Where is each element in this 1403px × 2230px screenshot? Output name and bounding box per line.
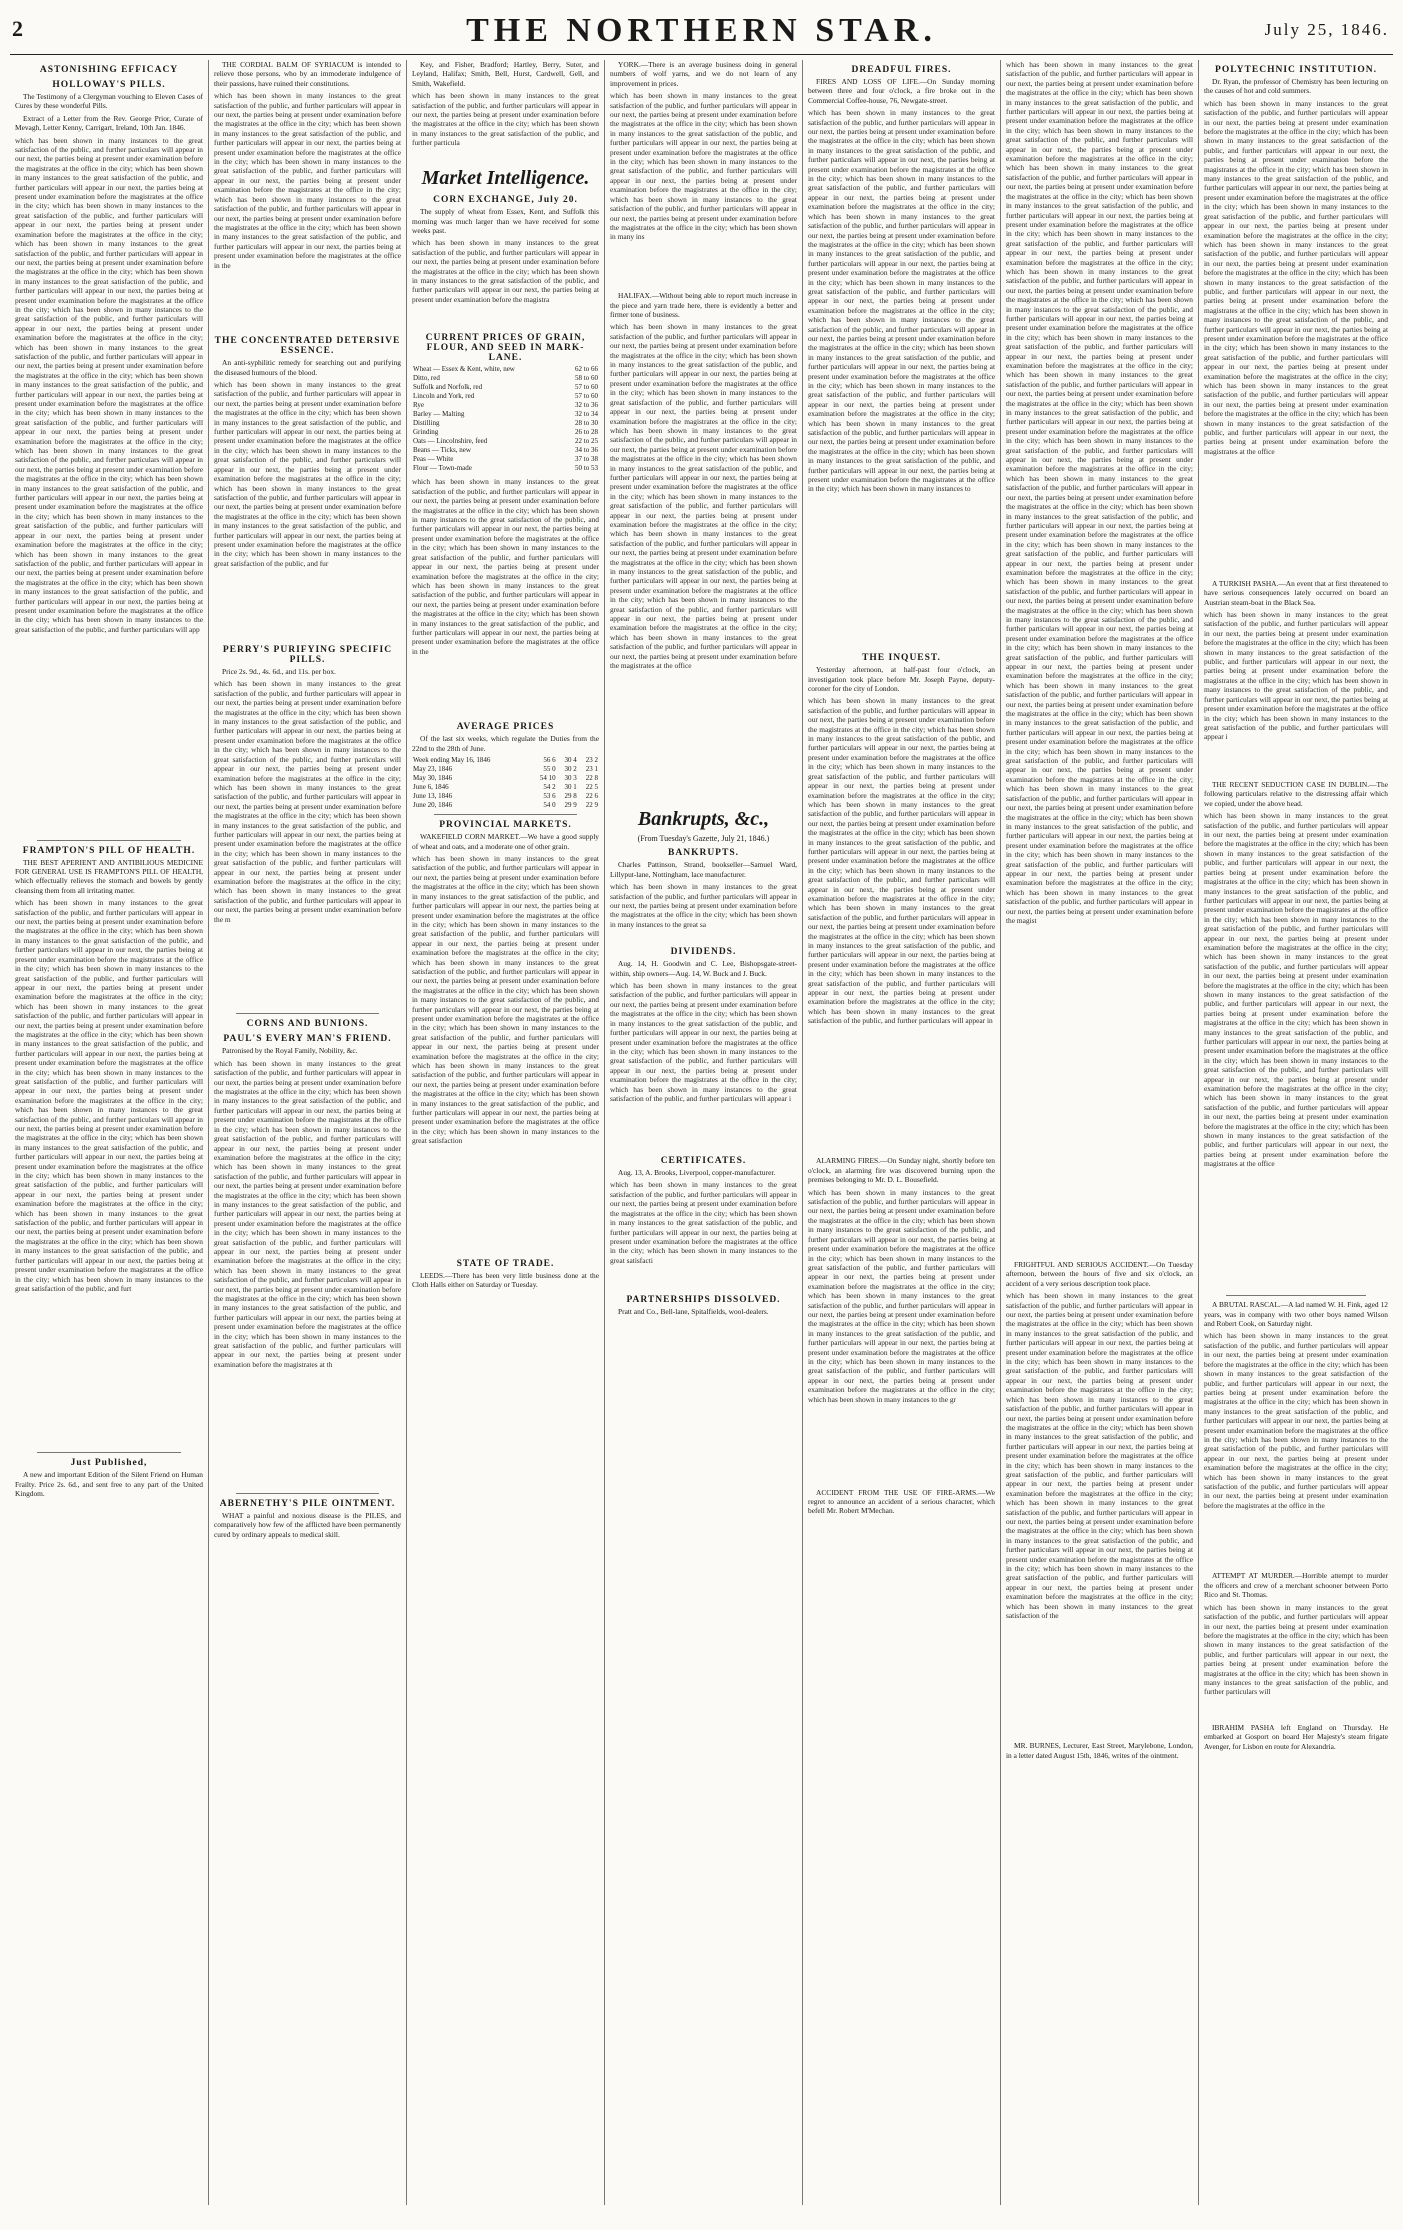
table-cell: 29 8 — [564, 792, 577, 801]
bankrupts-heading: Bankrupts, &c., — [637, 808, 770, 831]
article-text: Price 2s. 9d., 4s. 6d., and 11s. per box. — [222, 667, 336, 677]
article-text: ALARMING FIRES.—On Sunday night, shortly before ten o'clock, an alarming fire was discovered burning upon the premises belonging to Mr. D. L. Bousefield. — [808, 1156, 995, 1185]
average-price-row — [412, 756, 599, 765]
heading-average-prices: AVERAGE PRICES — [456, 722, 555, 733]
table-cell: 53 6 — [543, 792, 556, 801]
article-text: THE CORDIAL BALM OF SYRIACUM is intended to relieve those persons, who by an immoderate indulgence of their passions, have ruined their constitutions. — [214, 60, 401, 88]
heading-frampton: FRAMPTON'S PILL OF HEALTH. — [22, 845, 196, 856]
average-price-row — [412, 792, 599, 801]
table-cell: Flour — Town-made — [413, 464, 472, 473]
heading-certificates: CERTIFICATES. — [660, 1156, 747, 1167]
heading-efficacy: ASTONISHING EFFICACY — [39, 65, 179, 75]
column-2 — [208, 60, 406, 2205]
article-text: Extract of a Letter from the Rev. George Prior, Curate of Mevagh, Letter Kenny, Carrigart, Ireland, 10th Jan. 1846. — [15, 113, 203, 133]
body-text-block: which has been shown in many instances to the great satisfaction of the public, and further particulars will appear in our next, the parties being at present under examination before the magistrates at the office in the city; which has been shown in many instances to the great satisfaction of the public, and further particulars will appear in our next, the parties being at present under examination before the magistrates at the office in the city; which has been shown in many instances to the great satisfaction of the public, and further particulars will appear in our next, the parties being at present under examination before the magistrates at the office in the city; which has been shown in many instances to the great satisfaction of the public, and further particulars will appear in our next, the parties being at present under examination before the magistrates at the office in the city; which has been shown in many ins — [610, 91, 797, 242]
heading-just-published: Just Published, — [70, 1458, 148, 1469]
heading-dreadful-fires: DREADFUL FIRES. — [851, 65, 952, 75]
heading-detersive-essence: THE CONCENTRATED DETERSIVE ESSENCE. — [214, 336, 401, 357]
table-cell: May 30, 1846 — [413, 774, 453, 783]
table-cell: 22 5 — [585, 783, 598, 792]
grain-price-row — [412, 464, 599, 473]
table-cell: 29 9 — [564, 801, 577, 810]
grain-prices-table — [412, 365, 599, 473]
grain-price-row — [412, 455, 599, 464]
table-cell: Wheat — Essex & Kent, white, new — [413, 365, 515, 374]
body-text-block: which has been shown in many instances to the great satisfaction of the public, and further particulars will appear in our next, the parties being at present under examination before the magistrates at the office in the city; which has been shown in many instances to the great satisfaction of the public, and further particulars will appear in our next, the parties being at present under examination before the magistrates at the office in the city; which has been shown in many instances to the great satisfaction of the public, and further particulars will appear in our next, the parties being at present under examination before the magistrates at the office in the city; which has been shown in many instances to the great satisfaction of the public, and further particulars will appear in our next, the parties being at present under examination before the magistrates at the office in the city; which has been shown in many instances to the great satisfaction of the public, and further particulars will appear in our next, the parties being at present under examination before the magistrates at the office in the — [1204, 1331, 1388, 1510]
table-cell: 23 1 — [585, 765, 598, 774]
table-cell: 62 to 66 — [575, 365, 598, 374]
body-text-block: which has been shown in many instances to the great satisfaction of the public, and further particulars will appear in our next, the parties being at present under examination before the magistrates at the office in the city; which has been shown in many instances to the great satisfaction of the public, and further particulars will appear in our next, the parties being at present under examination before the magistrates at the office in the city; which has been shown in many instances to the great satisfaction of the public, and further particulars will appear in our next, the parties being at present under examination before the magistrates at the office in the city; which has been shown in many instances to the great satisfaction of the public, and further particulars will appear in our next, the parties being at present under examination before the magistrates at the office in the city; which has been shown in many instances to the great satisfaction of the public, and further particulars will appear in our next, the parties being at present under examination before the magistrates at the office in the city; which has been shown in many instances to the great satisfaction of the public, and fur — [214, 380, 401, 568]
table-cell: 22 to 25 — [575, 437, 598, 446]
body-text-block: which has been shown in many instances to the great satisfaction of the public, and further particulars will appear in our next, the parties being at present under examination before the magistrates at the office in the city; which has been shown in many instances to the great satisfaction of the public, and further particulars will appear in our next, the parties being at present under examination before the magistrates at the office in the city; which has been shown in many instances to the great satisfaction of the public, and further particulars will appear in our next, the parties being at present under examination before the magistrates at the office in the city; which has been shown in many instances to the great satisfaction of the public, and further particulars will appear in our next, the parties being at present under examination before the magistrates at the office in the city; which has been shown in many instances to the great satisfaction of the public, and further particulars will appear in our next, the parties being at present under examination before the magistrates at the office in the city; which has been shown in many instances to the great satisfaction of the public, and further particulars will appear in our next, the parties being at present under examination before the magistrates at the office in the city; which has been shown in many instances to the great satisfaction of the public, and further particulars will appear in our next, the parties being at present under examination before the magistrates at the office in the city; which has been shown in many instances to the great satisfaction of the public, and further particulars will appear in our next, the parties being at present under examination before the magistrates at the office in the city; which has been shown in many instances to the great satisfaction of the public, and further particulars will appear in our next, the parties being at present under examination before the magistrates at the office in the city; which has been shown in many instances to the great satisfaction of the public, and further particulars will appear in our next, the parties being at present under examination before the magistrates at the office — [1204, 811, 1388, 1169]
grain-price-row — [412, 446, 599, 455]
article-text: Patronised by the Royal Family, Nobility, &c. — [222, 1046, 358, 1056]
table-cell: Grinding — [413, 428, 439, 437]
table-cell: June 6, 1846 — [413, 783, 449, 792]
article-text: Charles Pattinson, Strand, bookseller—Samuel Ward, Lillyput-lane, Nottingham, lace manufacturer. — [610, 860, 797, 879]
heading-abernethy: ABERNETHY'S PILE OINTMENT. — [219, 1498, 396, 1509]
divider — [236, 1013, 379, 1014]
table-cell: Week ending May 16, 1846 — [413, 756, 491, 765]
table-cell: 50 to 53 — [575, 464, 598, 473]
issue-date: July 25, 1846. — [1264, 20, 1389, 39]
table-cell: Distilling — [413, 419, 440, 428]
body-text-block: which has been shown in many instances to the great satisfaction of the public, and further particulars will appear in our next, the parties being at present under examination before the magistrates at the office in the city; which has been shown in many instances to the great satisfaction of the public, and further particulars will appear in our next, the parties being at present under examination before the magistrates at the office in the city; which has been shown in many instances to the great satisfaction of the public, and further particulars will appear in our next, the parties being at present under examination before the magistrates at the office in the city; which has been shown in many instances to the great satisfaction of the public, and further particulars will appear in our next, the parties being at present under examination before the magistrates at the office in the city; which has been shown in many instances to the great satisfaction of the public, and further particulars will appear in our next, the parties being at present under examination before the magistrates at the office in the city; which has been shown in many instances to the great satisfaction of the public, and further particulars will appear in our next, the parties being at present under examination before the magistrates at the office in the city; which has been shown in many instances to the great satisfaction of the public, and further particulars will appear in our next, the parties being at present under examination before the magistrates at the office in the city; which has been shown in many instances to the great satisfaction of the public, and further particulars will appear in our next, the parties being at present under examination before the magistrates at the office in the city; which has been shown in many instances to the great satisfaction — [412, 854, 599, 1146]
table-cell: 37 to 38 — [575, 455, 598, 464]
table-cell: Oats — Lincolnshire, feed — [413, 437, 488, 446]
divider — [1226, 1295, 1366, 1296]
grain-price-row — [412, 374, 599, 383]
article-text: YORK.—There is an average business doing in general numbers of wolf yarns, and we do not learn of any improvement in prices. — [610, 60, 797, 88]
average-price-row — [412, 801, 599, 810]
article-text: A new and important Edition of the Silent Friend on Human Frailty. Price 2s. 6d., and sent free to any part of the United Kingdom. — [15, 1470, 203, 1499]
grain-price-row — [412, 392, 599, 401]
article-text: MR. BURNES, Lecturer, East Street, Marylebone, London, in a letter dated August 15th, 1846, writes of the ointment. — [1006, 1741, 1193, 1760]
body-text-block: which has been shown in many instances to the great satisfaction of the public, and further particulars will appear in our next, the parties being at present under examination before the magistrates at the office in the city; which has been shown in many instances to the great satisfaction of the public, and further particulars will appear in our next, the parties being at present under examination before the magistrates at the office in the city; which has been shown in many instances to the great satisfaction of the public, and further particulars will appear in our next, the parties being at present under examination before the magistrates at the office in the city; which has been shown in many instances to the great satisfaction of the public, and further particulars will appear i — [1204, 610, 1388, 742]
article-text: LEEDS.—There has been very little business done at the Cloth Halls either on Saturday or Tuesday. — [412, 1271, 599, 1290]
heading-perry-pills: PERRY'S PURIFYING SPECIFIC PILLS. — [222, 645, 393, 666]
table-cell: 58 to 60 — [575, 374, 598, 383]
heading-corn-exchange: CORN EXCHANGE, July 20. — [433, 195, 578, 206]
body-text-block: which has been shown in many instances to the great satisfaction of the public, and further particulars will appear in our next, the parties being at present under examination before the magistrates at the office in the city; which has been shown in many instances to the great satisfaction of the public, and further particulars will appear in our next, the parties being at present under examination before the magistrates at the office in the city; which has been shown in many instances to the great satisfaction of the public, and further particulars will appear in our next, the parties being at present under examination before the magistrates at the office in the city; which has been shown in many instances to the great satisfaction of the public, and further particulars will appear in our next, the parties being at present under examination before the magistrates at the office in the city; which has been shown in many instances to the great satisfaction of the public, and further particulars will appear in our next, the parties being at present under examination before the magistrates at the office in the city; which has been shown in many instances to the great satisfaction of the public, and further particulars will appear in our next, the parties being at present under examination before the magistrates at the office in the city; which has been shown in many instances to the great satisfaction of the public, and further particulars will appear in our next, the parties being at present under examination before the magistrates at the office in the city; which has been shown in many instances to the great satisfaction of the public, and further particulars will appear in our next, the parties being at present under examination before the magistrates at the office in the city; which has been shown in many instances to the great satisfaction of the public, and further particulars will appear in our next, the parties being at present under examination before the magistrates at the office in the city; which has been shown in many instances to the great satisfaction of the public, and further particulars will appear in our next, the parties being at present under examination before the magistrates at the office in the city; which has been shown in many instances to the great satisfaction of the public, and further particulars will appear in our next, the parties being at present under examination before the magistrates at the office in the city; which has been shown in many instances to — [808, 108, 995, 494]
heading-pauls-friend: PAUL'S EVERY MAN'S FRIEND. — [223, 1034, 392, 1045]
table-cell: 55 0 — [543, 765, 556, 774]
body-text-block: which has been shown in many instances to the great satisfaction of the public, and further particulars will appear in our next, the parties being at present under examination before the magistrates at the office in the city; which has been shown in many instances to the great satisfaction of the public, and further particulars will appear in our next, the parties being at present under examination before the magistrates at the office in the city; which has been shown in many instances to the great satisfaction of the public, and further particulars will appear in our next, the parties being at present under examination before the magistrates at the office in the city; which has been shown in many instances to the great satisfaction of the public, and further particulars will appear in our next, the parties being at present under examination before the magistrates at the office in the city; which has been shown in many instances to the great satisfaction of the public, and further particulars will appear in our next, the parties being at present under examination before the magistrates at the office in the city; which has been shown in many instances to the great satisfaction of the public, and further particulars will appear in our next, the parties being at present under examination before the magistrates at the office in the city; which has been shown in many instances to the gr — [808, 1187, 995, 1404]
divider — [37, 1452, 181, 1453]
body-text-block: which has been shown in many instances to the great satisfaction of the public, and further particulars will appear in our next, the parties being at present under examination before the magistrates at the office in the city; which has been shown in many instances to the great satisfaction of the public, and further particulars will appear in our next, the parties being at present under examination before the magistrates at the office in the city; which has been shown in many instances to the great satisfaction of the public, and further particulars will appear in our next, the parties being at present under examination before the magistrates at the office in the city; which has been shown in many instances to the great satisfaction of the public, and further particulars will appear in our next, the parties being at present under examination before the magistrates at the office in the city; which has been shown in many instances to the great satisfaction of the public, and further particulars will appear in our next, the parties being at present under examination before the magistrates at the office in the city; which has been shown in many instances to the great satisfaction of the public, and further particulars will appear in our next, the parties being at present under examination before the magistrates at the office in the city; which has been shown in many instances to the great satisfaction of the public, and further particulars will appear in our next, the parties being at present under examination before the m — [214, 679, 401, 924]
heading-bankrupts: BANKRUPTS. — [668, 848, 739, 859]
table-cell: 22 8 — [585, 774, 598, 783]
article-text: Dr. Ryan, the professor of Chemistry has been lecturing on the causes of hot and cold summers. — [1204, 77, 1388, 96]
article-text: The Testimony of a Clergyman vouching to Eleven Cases of Cures by these wonderful Pills. — [15, 92, 203, 111]
heading-state-of-trade: STATE OF TRADE. — [456, 1259, 555, 1270]
heading-partnerships: PARTNERSHIPS DISSOLVED. — [626, 1295, 781, 1306]
table-cell: Rye — [413, 401, 424, 410]
article-text: HALIFAX.—Without being able to report much increase in the piece and yarn trade here, there is evidently a better and firmer tone of business. — [610, 291, 797, 320]
table-cell: 54 2 — [543, 783, 556, 792]
article-text: Yesterday afternoon, at half-past four o'clock, an investigation took place before Mr. Joseph Payne, deputy-coroner for the city of London. — [808, 665, 995, 694]
article-text: A TURKISH PASHA.—An event that at first threatened to have serious consequences lately occurred on board an Austrian steam-boat in the Black Sea. — [1204, 578, 1388, 607]
divider — [236, 1493, 379, 1494]
table-cell: Beans — Ticks, new — [413, 446, 471, 455]
grain-price-row — [412, 401, 599, 410]
newspaper-page — [10, 10, 1393, 2210]
body-text-block: which has been shown in many instances to the great satisfaction of the public, and further particulars will appear in our next, the parties being at present under examination before the magistrates at the office in the city; which has been shown in many instances to the great satisfaction of the public, and further particulars will appear in our next, the parties being at present under examination before the magistrates at the office in the city; which has been shown in many instances to the great satisfaction of the public, and further particulars will appear in our next, the parties being at present under examination before the magistrates at the office in the city; which has been shown in many instances to the great satisfaction of the public, and further particulars will appear in our next, the parties being at present under examination before the magistrates at the office in the city; which has been shown in many instances to the great satisfaction of the public, and further particulars will appear in our next, the parties being at present under examination before the magistrates at the office in the city; which has been shown in many instances to the great satisfaction of the public, and further particulars will appear in our next, the parties being at present under examination before the magistrates at the office in the city; which has been shown in many instances to the great satisfaction of the public, and further particulars will appear in our next, the parties being at present under examination before the magistrates at the office in the city; which has been shown in many instances to the great satisfaction of the public, and further particulars will appear in our next, the parties being at present under examination before the magistrates at the office in the city; which has been shown in many instances to the great satisfaction of the public, and further particulars will appear in our next, the parties being at present under examination before the magistrates at the office in the city; which has been shown in many instances to the great satisfaction of the public, and further particulars will appear in our next, the parties being at present under examination before the magistrates at the office — [610, 322, 797, 671]
table-cell: Lincoln and York, red — [413, 392, 475, 401]
article-text: WHAT a painful and noxious disease is the PILES, and comparatively how few of the afflicted have been permanently cured by ordinary appeals to medical skill. — [214, 1510, 401, 1539]
body-text-block: which has been shown in many instances to the great satisfaction of the public, and further particulars will appear in our next, the parties being at present under examination before the magistrates at the office in the city; which has been shown in many instances to the great satisfaction of the public, and further particulars will appear in our next, the parties being at present under examination before the magistrates at the office in the city; which has been shown in many instances to the great satisfaction of the public, and further particulars will appear in our next, the parties being at present under examination before the magistrates at the office in the city; which has been shown in many instances to the great satisfaction of the public, and further particulars will appear in our next, the parties being at present under examination before the magistrates at the office in the city; which has been shown in many instances to the great satisfaction of the public, and further particulars will appear in our next, the parties being at present under examination before the magistrates at the office in the city; which has been shown in many instances to the great satisfaction of the public, and further particulars will appear in our next, the parties being at present under examination before the magistrates at the office in the city; which has been shown in many instances to the great satisfaction of the public, and further particulars will appear in our next, the parties being at present under examination before the magistrates at the office in the city; which has been shown in many instances to the great satisfaction of the public, and further particulars will appear in our next, the parties being at present under examination before the magistrates at the office in the city; which has been shown in many instances to the great satisfaction of the public, and further particulars will appear in our next, the parties being at present under examination before the magistrates at the office in the city; which has been shown in many instances to the great satisfaction of the — [1006, 1291, 1193, 1621]
body-text-block: which has been shown in many instances to the great satisfaction of the public, and further particulars will appear in our next, the parties being at present under examination before the magistrates at the office in the city; which has been shown in many instances to the great satisfaction of the public, and further particulars will appear in our next, the parties being at present under examination before the magistrates at the office in the city; which has been shown in many instances to the great satisfaction of the public, and further particulars will — [1204, 1602, 1388, 1697]
heading-current-prices: CURRENT PRICES OF GRAIN, FLOUR, AND SEED IN MARK-LANE. — [425, 333, 586, 364]
table-cell: 22 6 — [585, 792, 598, 801]
average-price-row — [412, 774, 599, 783]
heading-provincial-markets: PROVINCIAL MARKETS. — [439, 820, 572, 831]
article-text: Pratt and Co., Bell-lane, Spitalfields, wool-dealers. — [618, 1307, 769, 1317]
average-prices-table — [412, 756, 599, 810]
article-text: ACCIDENT FROM THE USE OF FIRE-ARMS.—We regret to announce an accident of a serious character, which befell Mr. Robert M'Mechan. — [808, 1487, 995, 1516]
newspaper-title: THE NORTHERN STAR. — [466, 12, 937, 49]
body-text-block: which has been shown in many instances to the great satisfaction of the public, and further particulars will appear in our next, the parties being at present under examination before the magistrates at the office in the city; which has been shown in many instances to the great satisfaction of the public, and further particulars will appear in our next, the parties being at present under examination before the magistrates at the office in the city; which has been shown in many instances to the great satisfaction of the public, and further particulars will appear in our next, the parties being at present under examination before the magistrates at the office in the city; which has been shown in many instances to the great satisfaction of the public, and further particulars will appear in our next, the parties being at present under examination before the magistrates at the office in the city; which has been shown in many instances to the great satisfaction of the public, and further particulars will appear in our next, the parties being at present under examination before the magistrates at the office in the city; which has been shown in many instances to the great satisfaction of the public, and further particulars will appear in our next, the parties being at present under examination before the magistrates at the office in the city; which has been shown in many instances to the great satisfaction of the public, and further particulars will appear in our next, the parties being at present under examination before the magistrates at the office in the city; which has been shown in many instances to the great satisfaction of the public, and further particulars will appear in our next, the parties being at present under examination before the magistrates at the office in the city; which has been shown in many instances to the great satisfaction of the public, and further particulars will appear in our next, the parties being at present under examination before the magistrates at the office in the city; which has been shown in many instances to the great satisfaction of the public, and further particulars will appear in our next, the parties being at present under examination before the magistrates at the office in the city; which has been shown in many instances to the great satisfaction of the public, and further particulars will appear in our next, the parties being at present under examination before the magistrates at the office in the city; which has been shown in many instances to the great satisfaction of the public, and further particulars will appear in our next, the parties being at present under examination before the magistrates at the office in the city; which has been shown in many instances to the great satisfaction of the public, and further particulars will appear in our next, the parties being at present under examination before the magistrates at the office in the city; which has been shown in many instances to the great satisfaction of the public, and further particulars will appear in our next, the parties being at present under examination before the magistrates at the office in the city; which has been shown in many instances to the great satisfaction of the public, and further particulars will app — [15, 135, 203, 634]
grain-price-row — [412, 428, 599, 437]
table-cell: 54 10 — [539, 774, 556, 783]
table-cell: 30 2 — [564, 765, 577, 774]
column-5 — [802, 60, 1000, 2205]
table-cell: June 13, 1846 — [413, 792, 453, 801]
body-text-block: which has been shown in many instances to the great satisfaction of the public, and further particulars will appear in our next, the parties being at present under examination before the magistrates at the office in the city; which has been shown in many instances to the great satisfaction of the public, and further particulars will appear in our next, the parties being at present under examination before the magistrates at the office in the city; which has been shown in many instances to the great satisfaction of the public, and further particulars will appear in our next, the parties being at present under examination before the magistrates at the office in the city; which has been shown in many instances to the great satisfaction of the public, and further particulars will appear in our next, the parties being at present under examination before the magistrates at the office in the city; which has been shown in many instances to the great satisfaction of the public, and further particulars will appear in our next, the parties being at present under examination before the magistrates at the office in the city; which has been shown in many instances to the great satisfaction of the public, and further particulars will appear in our next, the parties being at present under examination before the magistrates at the office in the city; which has been shown in many instances to the great satisfaction of the public, and further particulars will appear in our next, the parties being at present under examination before the magistrates at the office in the city; which has been shown in many instances to the great satisfaction of the public, and further particulars will appear in our next, the parties being at present under examination before the magistrates at the office in the city; which has been shown in many instances to the great satisfaction of the public, and further particulars will appear in our next, the parties being at present under examination before the magistrates at the office in the city; which has been shown in many instances to the great satisfaction of the public, and further particulars will appear in our next, the parties being at present under examination before the magistrates at the office — [1204, 98, 1388, 456]
article-text: A BRUTAL RASCAL.—A lad named W. H. Fink, aged 12 years, was in company with two other boys named Wilson and Robert Cook, on Saturday night. — [1204, 1300, 1388, 1329]
table-cell: Ditto, red — [413, 374, 440, 383]
table-cell: 30 4 — [564, 756, 577, 765]
heading-dividends: DIVIDENDS. — [670, 947, 737, 958]
article-text: ATTEMPT AT MURDER.—Horrible attempt to murder the officers and crew of a merchant schooner between Porto Rico and St. Thomas. — [1204, 1571, 1388, 1600]
article-text: An anti-syphilitic remedy for searching out and purifying the diseased humours of the blood. — [214, 358, 401, 377]
divider — [37, 840, 181, 841]
column-4 — [604, 60, 802, 2205]
average-price-row — [412, 783, 599, 792]
column-3 — [406, 60, 604, 2205]
market-intelligence-heading: Market Intelligence. — [421, 167, 590, 190]
average-price-row — [412, 765, 599, 774]
body-text-block: which has been shown in many instances to the great satisfaction of the public, and further particulars will appear in our next, the parties being at present under examination before the magistrates at the office in the city; which has been shown in many instances to the great satisfaction of the public, and further particulars will appear in our next, the parties being at present under examination before the magistra — [412, 238, 599, 304]
heading-corns: CORNS AND BUNIONS. — [246, 1019, 369, 1030]
article-text: The supply of wheat from Essex, Kent, and Suffolk this morning was much larger than we have received for some weeks past. — [412, 207, 599, 236]
article-text: Aug. 14, H. Goodwin and C. Lee, Bishopsgate-street-within, ship owners—Aug. 14, W. Buck and J. Buck. — [610, 959, 797, 978]
table-cell: June 20, 1846 — [413, 801, 453, 810]
article-text: Key, and Fisher, Bradford; Hartley, Berry, Suter, and Leyland, Halifax; Smith, Bell, Hurst, Cardwell, Gell, and Smith, Wakefield. — [412, 60, 599, 88]
grain-price-row — [412, 419, 599, 428]
table-cell: May 23, 1846 — [413, 765, 453, 774]
grain-price-row — [412, 437, 599, 446]
body-text-block: which has been shown in many instances to the great satisfaction of the public, and further particulars will appear in our next, the parties being at present under examination before the magistrates at the office in the city; which has been shown in many instances to the great satisfaction of the public, and further particulars will appear in our next, the parties being at present under examination before the magistrates at the office in the city; which has been shown in many instances to the great satisfaction of the public, and further particulars will appear in our next, the parties being at present under examination before the magistrates at the office in the city; which has been shown in many instances to the great satisfaction of the public, and further particulars will appear in our next, the parties being at present under examination before the magistrates at the office in the city; which has been shown in many instances to the great satisfaction of the public, and further particulars will appear in our next, the parties being at present under examination before the magistrates at the office in the city; which has been shown in many instances to the great satisfaction of the public, and further particulars will appear in our next, the parties being at present under examination before the magistrates at the office in the city; which has been shown in many instances to the great satisfaction of the public, and further particulars will appear in our next, the parties being at present under examination before the magistrates at the office in the city; which has been shown in many instances to the great satisfaction of the public, and further particulars will appear in our next, the parties being at present under examination before the magistrates at the office in the city; which has been shown in many instances to the great satisfaction of the public, and further particulars will appear in our next, the parties being at present under examination before the magistrates at the office in the city; which has been shown in many instances to the great satisfaction of the public, and further particulars will appear in our next, the parties being at present under examination before the magistrates at the office in the city; which has been shown in many instances to the great satisfaction of the public, and further particulars will appear in our next, the parties being at present under examination before the magistrates at the office in the city; which has been shown in many instances to the great satisfaction of the public, and further particulars will appear in our next, the parties being at present under examination before the magistrates at the office in the city; which has been shown in many instances to the great satisfaction of the public, and further particulars will appear in our next, the parties being at present under examination before the magistrates at the office in the city; which has been shown in many instances to the great satisfaction of the public, and further particulars will appear in our next, the parties being at present under examination before the magistrates at the office in the city; which has been shown in many instances to the great satisfaction of the public, and further particulars will appear in our next, the parties being at present under examination before the magistrates at the office in the city; which has been shown in many instances to the great satisfaction of the public, and further particulars will appear in our next, the parties being at present under examination before the magistrates at the office in the city; which has been shown in many instances to the great satisfaction of the public, and further particulars will appear in our next, the parties being at present under examination before the magistrates at the office in the city; which has been shown in many instances to the great satisfaction of the public, and further particulars will appear in our next, the parties being at present under examination before the magistrates at the office in the city; which has been shown in many instances to the great satisfaction of the public, and further particulars will appear in our next, the parties being at present under examination before the magistrates at the office in the city; which has been shown in many instances to the great satisfaction of the public, and further particulars will appear in our next, the parties being at present under examination before the magistrates at the office in the city; which has been shown in many instances to the great satisfaction of the public, and further particulars will appear in our next, the parties being at present under examination before the magistrates at the office in the city; which has been shown in many instances to the great satisfaction of the public, and further particulars will appear in our next, the parties being at present under examination before the magistrates at the office in the city; which has been shown in many instances to the great satisfaction of the public, and further particulars will appear in our next, the parties being at present under examination before the magistrates at the office in the city; which has been shown in many instances to the great satisfaction of the public, and further particulars will appear in our next, the parties being at present under examination before the magistrates at the office in the city; which has been shown in many instances to the great satisfaction of the public, and further particulars will appear in our next, the parties being at present under examination before the magist — [1006, 60, 1193, 925]
table-cell: 54 0 — [543, 801, 556, 810]
article-text: FRIGHTFUL AND SERIOUS ACCIDENT.—On Tuesday afternoon, between the hours of five and six o'clock, an accident of a very serious description took place. — [1006, 1260, 1193, 1288]
table-cell: Barley — Malting — [413, 410, 465, 419]
body-text-block: which has been shown in many instances to the great satisfaction of the public, and further particulars will appear in our next, the parties being at present under examination before the magistrates at the office in the city; which has been shown in many instances to the great satisfaction of the public, and further particulars will appear in our next, the parties being at present under examination before the magistrates at the office in the city; which has been shown in many instances to the great satisfaction of the public, and further particulars will appear in our next, the parties being at present under examination before the magistrates at the office in the city; which has been shown in many instances to the great satisfaction of the public, and further particulars will appear i — [610, 981, 797, 1103]
table-cell: 30 3 — [564, 774, 577, 783]
body-text-block: which has been shown in many instances to the great satisfaction of the public, and further particulars will appear in our next, the parties being at present under examination before the magistrates at the office in the city; which has been shown in many instances to the great satisfaction of the public, and further particulars will appear in our next, the parties being at present under examination before the magistrates at the office in the city; which has been shown in many instances to the great satisfaction of the public, and further particulars will appear in our next, the parties being at present under examination before the magistrates at the office in the city; which has been shown in many instances to the great satisfaction of the public, and further particulars will appear in our next, the parties being at present under examination before the magistrates at the office in the city; which has been shown in many instances to the great satisfaction of the public, and further particulars will appear in our next, the parties being at present under examination before the magistrates at the office in the city; which has been shown in many instances to the great satisfaction of the public, and further particulars will appear in our next, the parties being at present under examination before the magistrates at the office in the city; which has been shown in many instances to the great satisfaction of the public, and further particulars will appear in our next, the parties being at present under examination before the magistrates at the office in the city; which has been shown in many instances to the great satisfaction of the public, and further particulars will appear in our next, the parties being at present under examination before the magistrates at the office in the city; which has been shown in many instances to the great satisfaction of the public, and further particulars will appear in our next, the parties being at present under examination before the magistrates at the office in the city; which has been shown in many instances to the great satisfaction of the public, and further particulars will appear in our next, the parties being at present under examination before the magistrates at the office in the city; which has been shown in many instances to the great satisfaction of the public, and further particulars will appear in our next, the parties being at present under examination before the magistrates at the office in the city; which has been shown in many instances to the great satisfaction of the public, and furt — [15, 898, 203, 1293]
grain-price-row — [412, 410, 599, 419]
column-6 — [1000, 60, 1198, 2205]
table-cell: 34 to 36 — [575, 446, 598, 455]
table-cell: 22 9 — [585, 801, 598, 810]
body-text-block: which has been shown in many instances to the great satisfaction of the public, and further particulars will appear in our next, the parties being at present under examination before the magistrates at the office in the city; which has been shown in many instances to the great satisfaction of the public, and further particula — [412, 91, 599, 148]
column-1 — [10, 60, 208, 2205]
body-text-block: which has been shown in many instances to the great satisfaction of the public, and further particulars will appear in our next, the parties being at present under examination before the magistrates at the office in the city; which has been shown in many instances to the great satisfaction of the public, and further particulars will appear in our next, the parties being at present under examination before the magistrates at the office in the city; which has been shown in many instances to the great satisfaction of the public, and further particulars will appear in our next, the parties being at present under examination before the magistrates at the office in the city; which has been shown in many instances to the great satisfaction of the public, and further particulars will appear in our next, the parties being at present under examination before the magistrates at the office in the city; which has been shown in many instances to the great satisfaction of the public, and further particulars will appear in our next, the parties being at present under examination before the magistrates at the office in the city; which has been shown in many instances to the great satisfaction of the public, and further particulars will appear in our next, the parties being at present under examination before the magistrates at the office in the city; which has been shown in many instances to the great satisfaction of the public, and further particulars will appear in our next, the parties being at present under examination before the magistrates at the office in the city; which has been shown in many instances to the great satisfaction of the public, and further particulars will appear in our next, the parties being at present under examination before the magistrates at the office in the city; which has been shown in many instances to the great satisfaction of the public, and further particulars will appear in our next, the parties being at present under examination before the magistrates at th — [214, 1058, 401, 1369]
page-number: 2 — [12, 16, 23, 41]
table-cell: 26 to 28 — [575, 428, 598, 437]
table-cell: Suffolk and Norfolk, red — [413, 383, 483, 392]
article-text: FIRES AND LOSS OF LIFE.—On Sunday morning between three and four o'clock, a fire broke out in the Commercial Coffee-house, 76, Newgate-street. — [808, 77, 995, 105]
article-text: WAKEFIELD CORN MARKET.—We have a good supply of wheat and oats, and a moderate one of other grain. — [412, 832, 599, 851]
table-cell: 56 6 — [543, 756, 556, 765]
article-text: THE BEST APERIENT AND ANTIBILIOUS MEDICINE FOR GENERAL USE IS FRAMPTON'S PILL OF HEALTH, which effectually relieves the stomach and bowels by gently cleansing them from all irritating matter. — [15, 857, 203, 895]
table-cell: 32 to 36 — [575, 401, 598, 410]
article-text: Of the last six weeks, which regulate the Duties from the 22nd to the 28th of June. — [412, 734, 599, 753]
table-cell: 57 to 60 — [575, 383, 598, 392]
divider — [434, 814, 577, 815]
body-text-block: which has been shown in many instances to the great satisfaction of the public, and further particulars will appear in our next, the parties being at present under examination before the magistrates at the office in the city; which has been shown in many instances to the great sa — [610, 882, 797, 929]
article-text: IBRAHIM PASHA left England on Thursday. He embarked at Gosport on board Her Majesty's steam frigate Avenger, for Lisbon en route for Alexandria. — [1204, 1722, 1388, 1751]
body-text-block: which has been shown in many instances to the great satisfaction of the public, and further particulars will appear in our next, the parties being at present under examination before the magistrates at the office in the city; which has been shown in many instances to the great satisfaction of the public, and further particulars will appear in our next, the parties being at present under examination before the magistrates at the office in the city; which has been shown in many instances to the great satisfaction of the public, and further particulars will appear in our next, the parties being at present under examination before the magistrates at the office in the city; which has been shown in many instances to the great satisfaction of the public, and further particulars will appear in our next, the parties being at present under examination before the magistrates at the office in the city; which has been shown in many instances to the great satisfaction of the public, and further particulars will appear in our next, the parties being at present under examination before the magistrates at the office in the city; which has been shown in many instances to the great satisfaction of the public, and further particulars will appear in our next, the parties being at present under examination before the magistrates at the office in the city; which has been shown in many instances to the great satisfaction of the public, and further particulars will appear in our next, the parties being at present under examination before the magistrates at the office in the city; which has been shown in many instances to the great satisfaction of the public, and further particulars will appear in our next, the parties being at present under examination before the magistrates at the office in the city; which has been shown in many instances to the great satisfaction of the public, and further particulars will appear in our next, the parties being at present under examination before the magistrates at the office in the city; which has been shown in many instances to the great satisfaction of the public, and further particulars will appear in — [808, 696, 995, 1026]
grain-price-row — [412, 383, 599, 392]
table-cell: 28 to 30 — [575, 419, 598, 428]
column-7 — [1198, 60, 1393, 2205]
table-cell: 23 2 — [585, 756, 598, 765]
body-text-block: which has been shown in many instances to the great satisfaction of the public, and further particulars will appear in our next, the parties being at present under examination before the magistrates at the office in the city; which has been shown in many instances to the great satisfaction of the public, and further particulars will appear in our next, the parties being at present under examination before the magistrates at the office in the city; which has been shown in many instances to the great satisfacti — [610, 1180, 797, 1265]
table-cell: 57 to 60 — [575, 392, 598, 401]
masthead — [10, 10, 1393, 55]
heading-polytechnic: POLYTECHNIC INSTITUTION. — [1215, 65, 1377, 75]
article-text: Aug. 13, A. Brooks, Liverpool, copper-manufacturer. — [618, 1168, 776, 1178]
body-text-block: which has been shown in many instances to the great satisfaction of the public, and further particulars will appear in our next, the parties being at present under examination before the magistrates at the office in the city; which has been shown in many instances to the great satisfaction of the public, and further particulars will appear in our next, the parties being at present under examination before the magistrates at the office in the city; which has been shown in many instances to the great satisfaction of the public, and further particulars will appear in our next, the parties being at present under examination before the magistrates at the office in the city; which has been shown in many instances to the great satisfaction of the public, and further particulars will appear in our next, the parties being at present under examination before the magistrates at the office in the city; which has been shown in many instances to the great satisfaction of the public, and further particulars will appear in our next, the parties being at present under examination before the magistrates at the office in the — [214, 91, 401, 270]
columns — [10, 60, 1393, 2205]
grain-price-row — [412, 365, 599, 374]
heading-inquest: THE INQUEST. — [862, 653, 941, 664]
heading-holloways-pills: HOLLOWAY'S PILLS. — [52, 80, 166, 90]
table-cell: 32 to 34 — [575, 410, 598, 419]
gazette-subheading: (From Tuesday's Gazette, July 21, 1846.) — [637, 834, 770, 844]
table-cell: Peas — White — [413, 455, 454, 464]
article-text: THE RECENT SEDUCTION CASE IN DUBLIN.—The following particulars relative to the distressing affair which we copied, under the above head. — [1204, 780, 1388, 808]
body-text-block: which has been shown in many instances to the great satisfaction of the public, and further particulars will appear in our next, the parties being at present under examination before the magistrates at the office in the city; which has been shown in many instances to the great satisfaction of the public, and further particulars will appear in our next, the parties being at present under examination before the magistrates at the office in the city; which has been shown in many instances to the great satisfaction of the public, and further particulars will appear in our next, the parties being at present under examination before the magistrates at the office in the city; which has been shown in many instances to the great satisfaction of the public, and further particulars will appear in our next, the parties being at present under examination before the magistrates at the office in the city; which has been shown in many instances to the great satisfaction of the public, and further particulars will appear in our next, the parties being at present under examination before the magistrates at the office in the — [412, 477, 599, 656]
table-cell: 30 1 — [564, 783, 577, 792]
